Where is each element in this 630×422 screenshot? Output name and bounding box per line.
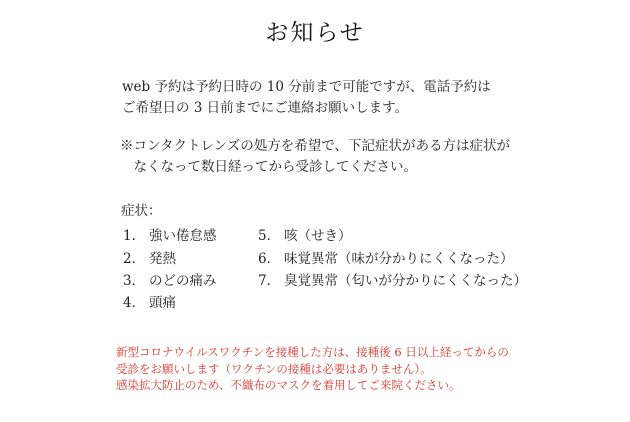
vaccine-notice-line: 感染拡大防止のため、不織布のマスクを着用してご来院ください。 bbox=[116, 378, 461, 392]
symptoms-heading: 症状： bbox=[121, 203, 162, 219]
symptom-item bbox=[258, 247, 514, 267]
vaccine-notice-line: 新型コロナウイルスワクチンを接種した方は、接種後 6 日以上経ってからの bbox=[116, 345, 509, 359]
vaccine-notice-line: 受診をお願いします（ワクチンの接種は必要はありません）。 bbox=[116, 361, 432, 376]
booking-notice bbox=[122, 77, 491, 119]
symptom-item bbox=[258, 224, 352, 244]
symptom-text: 臭覚異常（匂いが分かりにくくなった） bbox=[284, 273, 527, 289]
symptom-number: 3． bbox=[123, 273, 146, 289]
symptom-text: 頭痛 bbox=[149, 295, 176, 311]
booking-notice-line: web 予約は予約日時の 10 分前まで可能ですが、電話予約は bbox=[122, 79, 491, 95]
symptom-item bbox=[123, 247, 176, 267]
contact-lens-notice bbox=[120, 136, 510, 178]
vaccine-notice bbox=[116, 344, 509, 394]
page-title: お知らせ bbox=[265, 20, 365, 46]
symptom-item bbox=[123, 224, 217, 244]
symptom-text: 発熱 bbox=[149, 251, 176, 267]
symptom-item bbox=[123, 269, 217, 289]
symptom-number: 7． bbox=[258, 273, 281, 289]
symptom-number: 2． bbox=[123, 251, 146, 267]
booking-notice-line: ご希望日の 3 日前までにご連絡お願いします。 bbox=[122, 100, 409, 116]
symptom-number: 1． bbox=[123, 228, 146, 244]
symptom-text: のどの痛み bbox=[149, 273, 217, 289]
symptom-text: 強い倦怠感 bbox=[149, 228, 217, 244]
symptom-number: 4． bbox=[123, 295, 146, 311]
symptom-item bbox=[258, 269, 527, 289]
symptom-number: 5． bbox=[258, 228, 281, 244]
contact-lens-notice-line: ※コンタクトレンズの処方を希望で、下記症状がある方は症状が bbox=[120, 138, 510, 154]
symptom-item bbox=[123, 291, 176, 311]
contact-lens-notice-line: なくなって数日経ってから受診してください。 bbox=[120, 159, 417, 175]
symptom-text: 味覚異常（味が分かりにくくなった） bbox=[284, 251, 514, 267]
symptom-text: 咳（せき） bbox=[284, 228, 352, 244]
symptom-number: 6． bbox=[258, 251, 281, 267]
